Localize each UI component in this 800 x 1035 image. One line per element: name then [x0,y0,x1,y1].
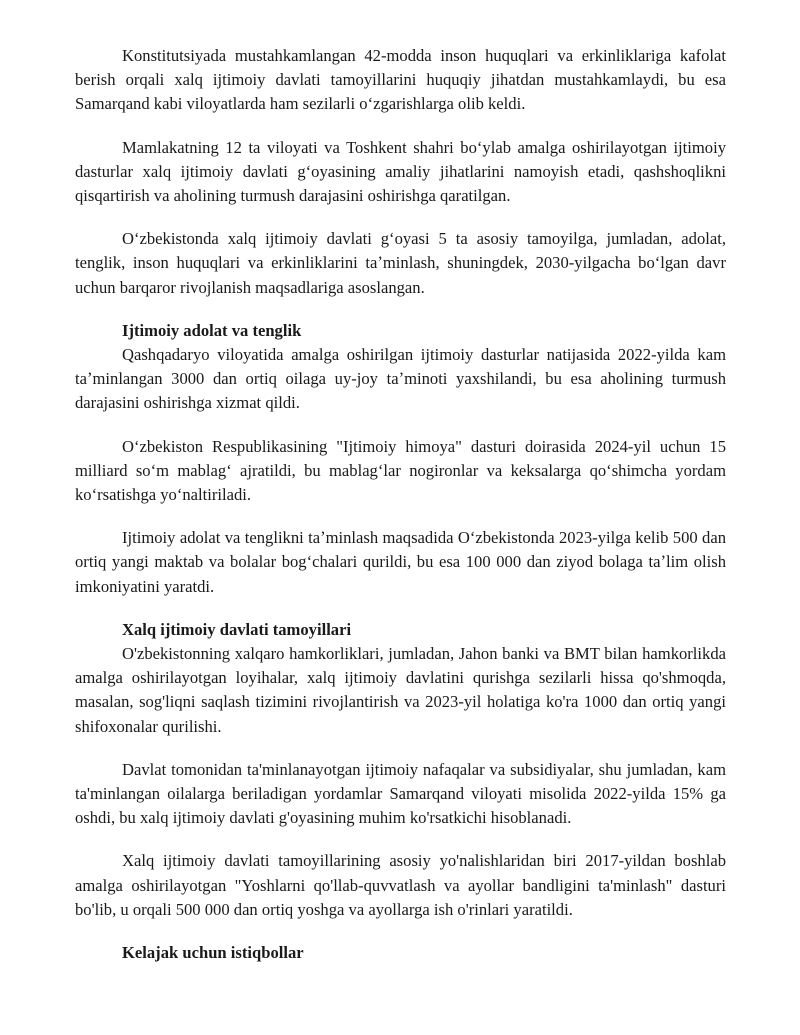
paragraph-youth-program: Xalq ijtimoiy davlati tamoyillarining asosiy yo'nalishlaridan biri 2017-yildan boshlab amalga oshirilayotgan "Yoshlarni qo'llab-quvvatlash va ayollar bandligini ta'minlash" dasturi bo'lib, u orqali 500 000 dan ortiq yoshga va ayollarga ish o'rinlari yaratildi. [75,851,726,919]
paragraph-regional-programs: Mamlakatning 12 ta viloyati va Toshkent shahri boʻylab amalga oshirilayotgan ijtimoiy dasturlar xalq ijtimoiy davlati gʻoyasining amaliy jihatlarini namoyish etadi, qashshoqlikni qisqartirish va aholining turmush darajasini oshirishga qaratilgan. [75,137,726,206]
heading-future-prospects: Kelajak uchun istiqbollar [122,943,304,963]
paragraph-core-principles: Oʻzbekistonda xalq ijtimoiy davlati gʻoyasi 5 ta asosiy tamoyilga, jumladan, adolat, tenglik, inson huquqlari va erkinliklarini taʼminlash, shuningdek, 2030-yilgacha boʻlgan davr uchun barqaror rivojlanish maqsadlariga asoslangan. [75,229,726,297]
paragraph-international-cooperation: O'zbekistonning xalqaro hamkorliklari, jumladan, Jahon banki va BMT bilan hamkorlikda amalga oshirilayotgan loyihalar, xalq ijtimoiy davlatini qurishga sezilarli hissa qo'shmoqda, masalan, sog'liqni saqlash tizimini rivojlantirish va 2023-yil holatiga ko'ra 1000 dan ortiq yangi shifoxonalar qurilishi. [75,644,726,736]
paragraph-schools-kindergartens: Ijtimoiy adolat va tenglikni taʼminlash maqsadida Oʻzbekistonda 2023-yilga kelib 500 dan ortiq yangi maktab va bolalar bogʻchalari qurildi, bu esa 100 000 dan ziyod bolaga taʼlim olish imkoniyatini yaratdi. [75,528,726,596]
paragraph-qashqadaryo-housing: Qashqadaryo viloyatida amalga oshirilgan ijtimoiy dasturlar natijasida 2022-yilda kam taʼminlangan 3000 dan ortiq oilaga uy-joy taʼminoti yaxshilandi, bu esa aholining turmush darajasini oshirishga xizmat qildi. [75,345,726,413]
heading-social-justice: Ijtimoiy adolat va tenglik [122,320,302,340]
paragraph-social-protection-fund: Oʻzbekiston Respublikasining "Ijtimoiy himoya" dasturi doirasida 2024-yil uchun 15 milliard soʻm mablagʻ ajratildi, bu mablagʻlar nogironlar va keksalarga qoʻshimcha yordam koʻrsatishga yoʻnaltiriladi. [75,436,726,505]
paragraph-constitution-article-42: Konstitutsiyada mustahkamlangan 42-modda inson huquqlari va erkinliklariga kafolat berish orqali xalq ijtimoiy davlati tamoyillarini huquqiy jihatdan mustahkamlaydi, bu esa Samarqand kabi viloyatlarda ham sezilarli oʻzgarishlarga olib keldi. [75,46,726,114]
heading-welfare-state-principles: Xalq ijtimoiy davlati tamoyillari [122,619,352,639]
paragraph-social-benefits: Davlat tomonidan ta'minlanayotgan ijtimoiy nafaqalar va subsidiyalar, shu jumladan, kam ta'minlangan oilalarga beriladigan yordamlar Samarqand viloyati misolida 2022-yilda 15% ga oshdi, bu xalq ijtimoiy davlati g'oyasining muhim ko'rsatkichi hisoblanadi. [75,759,726,828]
